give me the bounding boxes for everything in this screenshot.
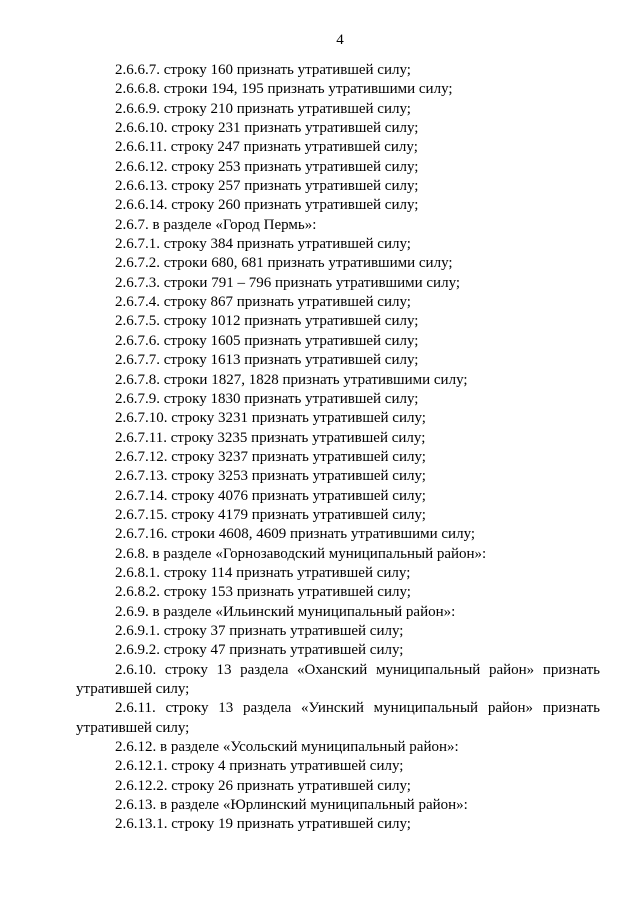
paragraph-line: 2.6.6.11. строку 247 признать утратившей силу; <box>115 139 418 156</box>
paragraph-line: 2.6.7.9. строку 1830 признать утратившей силу; <box>115 390 419 407</box>
paragraph-continuation-line: утратившей силу; <box>76 681 190 697</box>
paragraph-line: 2.6.7.3. строки 791 – 796 признать утратившими силу; <box>115 274 461 291</box>
paragraph-line: 2.6.7.14. строку 4076 признать утратившей силу; <box>115 487 426 504</box>
paragraph-line: 2.6.6.14. строку 260 признать утратившей силу; <box>115 197 419 214</box>
paragraph-line: 2.6.6.9. строку 210 признать утратившей силу; <box>115 100 411 117</box>
paragraph-line: 2.6.6.13. строку 257 признать утратившей силу; <box>115 178 419 195</box>
paragraph-line: 2.6.7.6. строку 1605 признать утратившей силу; <box>115 332 419 349</box>
paragraph-line: 2.6.7.13. строку 3253 признать утратившей силу; <box>115 468 426 485</box>
paragraph-line: 2.6.10. строку 13 раздела «Оханский муниципальный район» признать <box>115 661 600 678</box>
paragraph-line: 2.6.7.16. строки 4608, 4609 признать утратившими силу; <box>115 526 476 543</box>
page-number: 4 <box>336 32 344 48</box>
paragraph-line: 2.6.8.1. строку 114 признать утратившей силу; <box>115 564 411 581</box>
paragraph-line: 2.6.6.12. строку 253 признать утратившей силу; <box>115 158 419 175</box>
paragraph-line: 2.6.7.4. строку 867 признать утратившей силу; <box>115 294 411 311</box>
paragraph-line: 2.6.7.5. строку 1012 признать утратившей силу; <box>115 313 419 330</box>
paragraph-line: 2.6.6.10. строку 231 признать утратившей силу; <box>115 120 419 137</box>
paragraph-line: 2.6.7.2. строки 680, 681 признать утратившими силу; <box>115 255 453 272</box>
paragraph-line: 2.6.9.2. строку 47 признать утратившей силу; <box>115 642 404 659</box>
paragraph-line: 2.6.9. в разделе «Ильинский муниципальный район»: <box>115 603 456 620</box>
paragraph-line: 2.6.7.7. строку 1613 признать утратившей силу; <box>115 352 419 369</box>
paragraph-line: 2.6.12.1. строку 4 признать утратившей силу; <box>115 758 404 775</box>
paragraph-line: 2.6.9.1. строку 37 признать утратившей силу; <box>115 622 404 639</box>
paragraph-continuation-line: утратившей силу; <box>76 719 190 736</box>
paragraph-line: 2.6.12.2. строку 26 признать утратившей силу; <box>115 777 411 794</box>
paragraph-line: 2.6.13. в разделе «Юрлинский муниципальный район»: <box>115 797 468 814</box>
paragraph-line: 2.6.7.12. строку 3237 признать утратившей силу; <box>115 448 426 465</box>
paragraph-line: 2.6.11. строку 13 раздела «Уинский муниципальный район» признать <box>115 700 600 717</box>
paragraph-line: 2.6.6.8. строки 194, 195 признать утратившими силу; <box>115 81 453 98</box>
document-body <box>76 61 600 835</box>
paragraph-line: 2.6.7. в разделе «Город Пермь»: <box>115 216 317 233</box>
paragraph-line: 2.6.6.7. строку 160 признать утратившей силу; <box>115 62 411 78</box>
paragraph-line: 2.6.8. в разделе «Горнозаводский муниципальный район»: <box>115 545 487 562</box>
paragraph-line: 2.6.13.1. строку 19 признать утратившей силу; <box>115 816 411 833</box>
paragraph-line: 2.6.12. в разделе «Усольский муниципальный район»: <box>115 739 459 756</box>
paragraph-line: 2.6.7.15. строку 4179 признать утратившей силу; <box>115 506 426 523</box>
paragraph-line: 2.6.7.10. строку 3231 признать утратившей силу; <box>115 410 426 427</box>
paragraph-line: 2.6.7.11. строку 3235 признать утратившей силу; <box>115 429 426 446</box>
paragraph-line: 2.6.7.8. строки 1827, 1828 признать утратившими силу; <box>115 371 468 388</box>
paragraph-line: 2.6.8.2. строку 153 признать утратившей силу; <box>115 584 411 601</box>
paragraph-line: 2.6.7.1. строку 384 признать утратившей силу; <box>115 236 411 253</box>
